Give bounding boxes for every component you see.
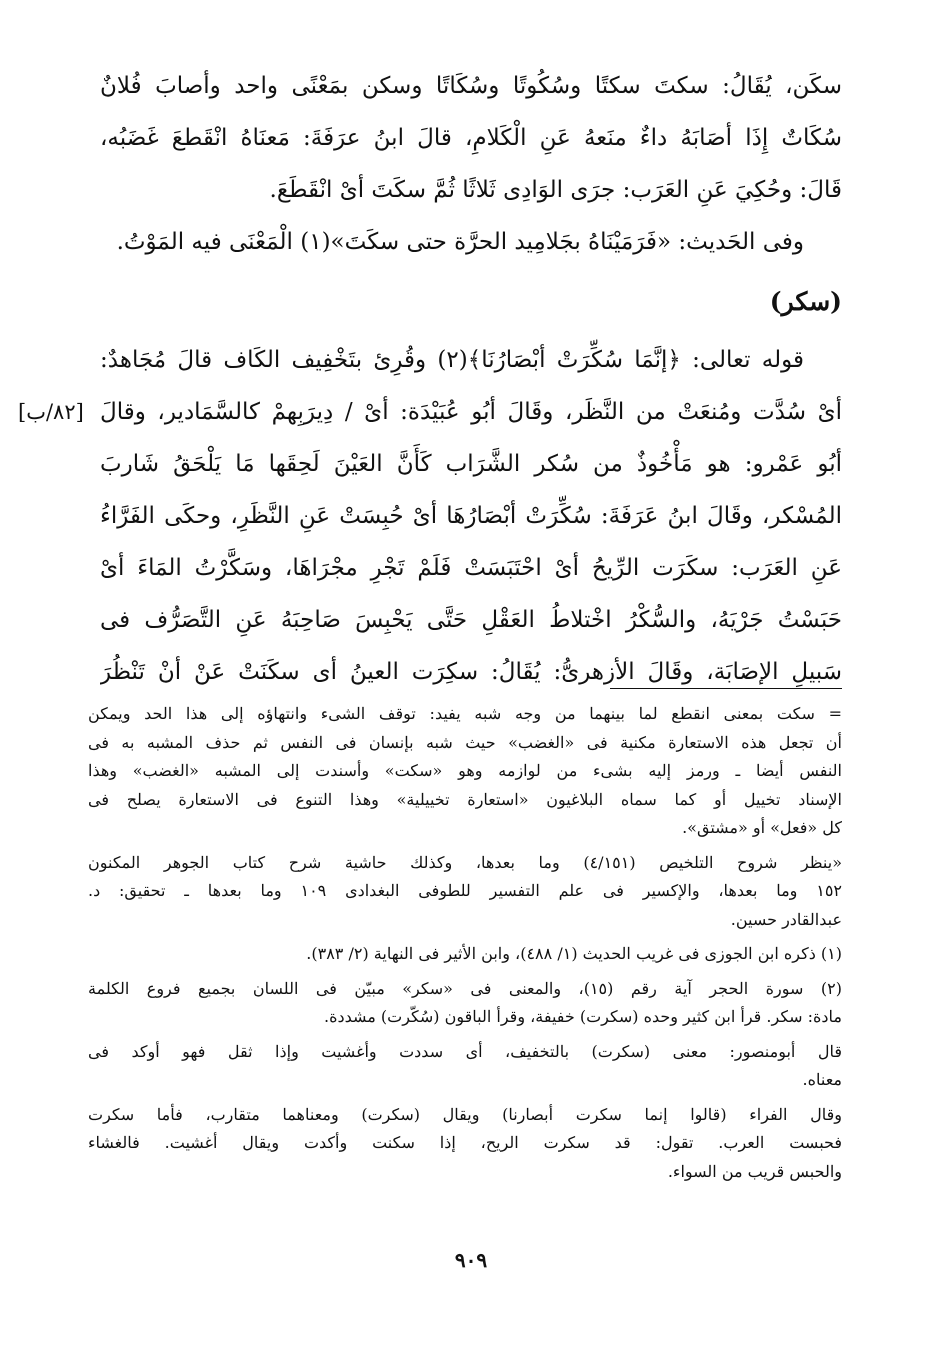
text-line: عَنِ العَرَب: سكَرَت الرِّيحُ أىْ احْتَبَسَتْ فَلَمْ تَجْرِ مجْرَاهَا، وسَكَّرْتُ المَاءَ أىْ (100, 555, 842, 581)
text-line: سُكَاتٌ إِذَا أصَابَهُ داءٌ منَعهُ عَنِ الْكَلامِ، قالَ ابنُ عرَفَةَ: مَعنَاهُ انْقَطعَ غَضَبُه، (100, 125, 842, 151)
footnote-line: النفس أيضا ـ ورمز إليه بشىء من لوازمه وهو «سكت» وأسندت إلى المشبه «الغضب» وهذا (88, 761, 842, 780)
footnote-continuation (88, 700, 842, 843)
footnote-line: عبدالقادر حسين. (730, 909, 842, 929)
page-number: ٩٠٩ (454, 1248, 488, 1272)
footnote-line: قال أبومنصور: معنى (سكرت) بالتخفيف، أى سددت وأغشيت وإذا ثقل فهو أوكد فى (88, 1041, 842, 1061)
footnote-line: (٢) سورة الحجر آية رقم (١٥)، والمعنى فى «سكر» مبيّن فى اللسان بجميع فروع الكلمة (88, 978, 842, 998)
footnote-line: وقال الفراء (قالوا إنما سكرت أبصارنا) ويقال (سكرت) ومعناهما متقارب، فأما سكرت (88, 1104, 842, 1124)
text-line: قوله تعالى: ﴿إنَّمَا سُكِّرَتْ أبْصَارُنَا﴾(٢) وقُرِئ بتَخْفِيف الكَاف قالَ مُجَاهدٌ: (100, 347, 804, 373)
text-line: سَبيلِ الإصَابَة، وقَالَ الأزهرىُّ: يُقَالُ: سكِرَت العينُ أى سكَنَتْ عَنْ أنْ تَنْظُرَ (100, 659, 842, 685)
main-text (100, 60, 842, 698)
footnote-line: كل «فعل» أو «مشتق». (682, 818, 842, 837)
text-line: سكَن، يُقَالُ: سكتَ سكتًا وسُكُوتًا وسُكَاتًا وسكن بمَعْنًى واحد وأصابَ فُلانٌ (100, 73, 842, 99)
text-line: قَالَ: وحُكِيَ عَنِ العَرَب: جرَى الوَادِى ثَلاثًا ثُمَّ سكَتَ أىْ انْقَطَعَ. (269, 177, 842, 203)
footnote-line: معناه. (802, 1070, 842, 1089)
footnote-line: والحبس قريب من السواء. (667, 1161, 842, 1181)
footnote-farra (88, 1101, 842, 1187)
footnote-line: أن تجعل هذه الاستعارة مكنية فى «الغضب» حيث شبه بإنسان فى النفس ثم حذف المشبه به فى (88, 732, 842, 752)
text-line: أىْ سُدَّت ومُنعَتْ من النَّظَر، وقَالَ أبُو عُبَيْدَة: أىْ / دِيرَبِهمْ كالسَّمَادير، وقالَ (100, 399, 842, 425)
entry-heading: (سكر) (769, 287, 842, 316)
footnote-line: مادة: سكر. قرأ ابن كثير وحده (سكرت) خفيفة، وقرأ الباقون (سُكّرت) مشددة. (324, 1007, 842, 1026)
footnote-line: «ينظر شروح التلخيص (٤/١٥١) وما بعدها، وكذلك حاشية شرح كتاب الجوهر المكنون (88, 852, 842, 872)
paragraph-1 (100, 60, 842, 216)
text-line: وفى الحَديث: «فَرَمَيْنَاهُ بجَلامِيد الحرَّة حتى سكَتَ»(١) الْمَعْنَى فيه المَوْتُ. (116, 229, 804, 255)
footnote-2 (88, 975, 842, 1032)
manuscript-folio-marker: [٨٢/ب] (18, 400, 84, 424)
footnote-line: = سكت بمعنى انقطع لما بينهما من وجه شبه يفيد: توقف الشىء وانتهاؤه إلى هذا الحد ويمكن (88, 704, 842, 723)
footnote-separator (610, 688, 842, 689)
paragraph-3 (100, 334, 842, 698)
footnote-1 (88, 940, 842, 969)
paragraph-2 (100, 216, 842, 268)
text-line: المُسْكر، وقَالَ ابنُ عَرَفَةَ: سُكِّرَتْ أبْصَارُهَا أىْ حُبِسَتْ عَنِ النَّظَرِ، وحكَى الفَرَّاءُ (100, 503, 842, 529)
footnote-reference (88, 849, 842, 935)
text-line: أبُو عَمْرو: هو مَأْخُوذٌ من سُكر الشَّرَاب كَأَنَّ العَيْنَ لَحِقَها مَا يَلْحَقُ شَاربَ (100, 451, 842, 477)
footnote-abu-mansur (88, 1038, 842, 1095)
footnote-line: ١٥٢ وما بعدها، والإكسير فى علم التفسير للطوفى البغدادى ١٠٩ وما بعدها ـ تحقيق: د. (88, 881, 842, 900)
footnote-line: الإسناد تخييل أو كما سماه البلاغيون «استعارة تخييلية» وهذا التنوع فى الاستعارة يصلح فى (88, 789, 842, 809)
footnotes (88, 700, 842, 1192)
footnote-line: فحبست العرب. تقول: قد سكرت الريح، إذا سكنت وأكدت ويقال أغشيت. فالغشاء (88, 1133, 842, 1152)
footnote-line: (١) ذكره ابن الجوزى فى غريب الحديث (١/ ٤٨٨)، وابن الأثير فى النهاية (٢/ ٣٨٣). (306, 944, 842, 963)
text-line: حَبَسْتُ جَرْيَهُ، والسُّكْرُ اخْتلاطُ العَقْلِ حَتَّى يَحْبِسَ صَاحِبَهُ عَنِ التَّصَرُّف فى (100, 607, 842, 633)
